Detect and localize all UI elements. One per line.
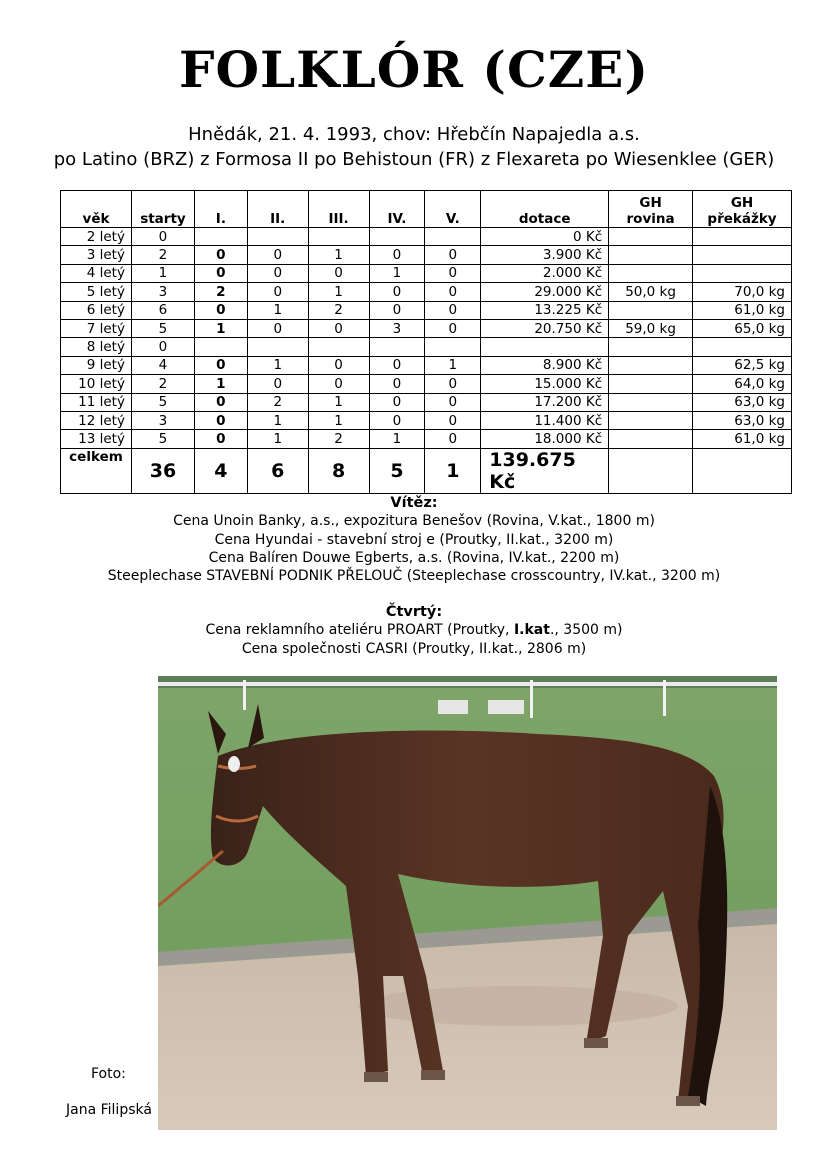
table-cell: 61,0 kg — [693, 430, 792, 448]
total-cell: 139.675 Kč — [481, 448, 609, 493]
table-cell: 1 — [194, 319, 247, 337]
table-cell: 0 — [308, 319, 369, 337]
table-cell: 2 — [131, 375, 194, 393]
table-row — [61, 393, 792, 411]
table-cell — [247, 338, 308, 356]
winner-race-3: Cena Balíren Douwe Egberts, a.s. (Rovina, IV.kat., 2200 m) — [208, 549, 620, 566]
table-cell: 0 — [308, 264, 369, 282]
table-cell: 10 letý — [61, 375, 132, 393]
col-header-gh-jumps: GH překážky — [693, 191, 792, 228]
table-cell: 3 — [131, 283, 194, 301]
fourth-race-2: Cena společnosti CASRI (Proutky, II.kat., 2806 m) — [241, 640, 587, 657]
table-row — [61, 246, 792, 264]
table-cell — [425, 338, 481, 356]
table-cell — [609, 264, 693, 282]
table-cell: 61,0 kg — [693, 301, 792, 319]
total-cell: 8 — [308, 448, 369, 493]
table-cell: 63,0 kg — [693, 411, 792, 429]
table-cell: 63,0 kg — [693, 393, 792, 411]
table-cell: 12 letý — [61, 411, 132, 429]
table-cell — [693, 338, 792, 356]
table-cell: 1 — [308, 246, 369, 264]
table-cell — [194, 228, 247, 246]
table-cell: 5 — [131, 319, 194, 337]
table-cell — [609, 246, 693, 264]
table-cell: 0 — [308, 375, 369, 393]
table-cell: 1 — [131, 264, 194, 282]
fourth-place-section — [0, 603, 828, 658]
table-cell: 11.400 Kč — [481, 411, 609, 429]
table-cell: 0 — [425, 393, 481, 411]
table-cell: 11 letý — [61, 393, 132, 411]
table-cell: 0 — [194, 246, 247, 264]
table-cell: 0 — [425, 301, 481, 319]
col-header-third: III. — [308, 191, 369, 228]
table-cell: 0 — [425, 283, 481, 301]
table-cell: 17.200 Kč — [481, 393, 609, 411]
total-cell: 5 — [369, 448, 425, 493]
table-cell: 0 — [369, 393, 425, 411]
table-cell: 1 — [369, 430, 425, 448]
table-row — [61, 264, 792, 282]
table-cell — [609, 375, 693, 393]
table-cell: 2 — [194, 283, 247, 301]
table-cell: 6 letý — [61, 301, 132, 319]
table-row — [61, 338, 792, 356]
table-cell: 1 — [308, 411, 369, 429]
table-cell: 2 — [308, 301, 369, 319]
table-cell — [609, 430, 693, 448]
winner-race-4: Steeplechase STAVEBNÍ PODNIK PŘELOUČ (Steeplechase crosscountry, IV.kat., 3200 m) — [107, 568, 721, 585]
winner-section — [0, 494, 828, 585]
table-cell — [609, 393, 693, 411]
fourth-heading: Čtvrtý: — [385, 604, 443, 620]
fourth-race-1-pre: Cena reklamního ateliéru PROART (Proutky, — [205, 622, 514, 639]
table-cell: 59,0 kg — [609, 319, 693, 337]
table-cell: 5 — [131, 430, 194, 448]
table-row — [61, 228, 792, 246]
table-cell: 5 letý — [61, 283, 132, 301]
total-row — [61, 448, 792, 493]
table-cell — [425, 228, 481, 246]
table-row — [61, 430, 792, 448]
table-cell: 0 — [425, 319, 481, 337]
horse-details: Hnědák, 21. 4. 1993, chov: Hřebčín Napajedla a.s. — [188, 124, 640, 145]
table-cell: 1 — [247, 356, 308, 374]
table-cell: 50,0 kg — [609, 283, 693, 301]
table-cell: 2.000 Kč — [481, 264, 609, 282]
table-cell — [609, 411, 693, 429]
table-cell: 2 — [308, 430, 369, 448]
table-cell: 0 — [247, 264, 308, 282]
table-cell — [609, 338, 693, 356]
horse-photo — [158, 676, 777, 1130]
fourth-race-1-category: I.kat — [513, 622, 550, 639]
photo-credit-label: Foto: — [91, 1066, 126, 1082]
winner-race-1: Cena Unoin Banky, a.s., expozitura Benešov (Rovina, V.kat., 1800 m) — [173, 513, 655, 530]
table-cell: 0 — [425, 264, 481, 282]
table-row — [61, 356, 792, 374]
table-cell: 4 — [131, 356, 194, 374]
table-cell: 3 — [131, 411, 194, 429]
table-cell: 0 — [131, 338, 194, 356]
table-cell: 13 letý — [61, 430, 132, 448]
table-cell: 0 — [425, 375, 481, 393]
table-cell: 0 — [247, 246, 308, 264]
table-header-row — [61, 191, 792, 228]
table-cell: 18.000 Kč — [481, 430, 609, 448]
table-cell: 1 — [247, 411, 308, 429]
table-cell: 0 — [369, 246, 425, 264]
table-cell — [369, 228, 425, 246]
table-cell — [308, 338, 369, 356]
table-row — [61, 319, 792, 337]
horse-name-title: FOLKLÓR (CZE) — [178, 40, 650, 99]
table-cell: 7 letý — [61, 319, 132, 337]
total-cell — [693, 448, 792, 493]
table-cell: 0 — [194, 393, 247, 411]
fourth-race-1 — [0, 621, 828, 639]
table-cell: 1 — [308, 283, 369, 301]
table-cell: 9 letý — [61, 356, 132, 374]
table-cell: 5 — [131, 393, 194, 411]
table-cell: 4 letý — [61, 264, 132, 282]
table-cell: 0 — [194, 301, 247, 319]
col-header-starts: starty — [131, 191, 194, 228]
table-cell: 0 — [247, 319, 308, 337]
total-label: celkem — [61, 448, 132, 493]
table-cell: 0 — [369, 356, 425, 374]
table-row — [61, 301, 792, 319]
table-cell — [693, 228, 792, 246]
table-cell: 1 — [308, 393, 369, 411]
race-stats-table — [60, 190, 792, 494]
table-cell: 0 — [425, 246, 481, 264]
table-cell — [693, 264, 792, 282]
table-cell: 3 letý — [61, 246, 132, 264]
table-cell: 0 — [247, 375, 308, 393]
table-cell: 0 — [194, 264, 247, 282]
table-cell: 70,0 kg — [693, 283, 792, 301]
table-cell: 8.900 Kč — [481, 356, 609, 374]
table-cell: 29.000 Kč — [481, 283, 609, 301]
col-header-fourth: IV. — [369, 191, 425, 228]
total-cell: 1 — [425, 448, 481, 493]
table-cell: 6 — [131, 301, 194, 319]
col-header-age: věk — [61, 191, 132, 228]
fourth-race-1-post: ., 3500 m) — [549, 622, 623, 639]
total-cell — [609, 448, 693, 493]
table-cell: 15.000 Kč — [481, 375, 609, 393]
table-cell: 13.225 Kč — [481, 301, 609, 319]
table-cell: 1 — [194, 375, 247, 393]
table-cell: 0 — [131, 228, 194, 246]
table-cell: 0 — [425, 430, 481, 448]
table-cell: 0 — [308, 356, 369, 374]
photo-credit-name: Jana Filipská — [66, 1102, 152, 1118]
table-cell — [369, 338, 425, 356]
col-header-gh-flat: GH rovina — [609, 191, 693, 228]
table-cell: 3.900 Kč — [481, 246, 609, 264]
table-cell: 2 — [131, 246, 194, 264]
table-cell: 2 letý — [61, 228, 132, 246]
table-cell: 65,0 kg — [693, 319, 792, 337]
table-cell — [609, 228, 693, 246]
col-header-prize: dotace — [481, 191, 609, 228]
col-header-fifth: V. — [425, 191, 481, 228]
col-header-second: II. — [247, 191, 308, 228]
table-cell: 0 — [369, 411, 425, 429]
table-cell: 62,5 kg — [693, 356, 792, 374]
table-cell: 2 — [247, 393, 308, 411]
table-cell — [308, 228, 369, 246]
col-header-first: I. — [194, 191, 247, 228]
table-cell — [194, 338, 247, 356]
table-cell: 0 — [369, 301, 425, 319]
table-row — [61, 375, 792, 393]
table-cell: 64,0 kg — [693, 375, 792, 393]
table-cell: 1 — [369, 264, 425, 282]
table-cell: 0 — [194, 411, 247, 429]
table-cell: 20.750 Kč — [481, 319, 609, 337]
table-cell: 0 — [194, 356, 247, 374]
table-cell — [247, 228, 308, 246]
pedigree-line: po Latino (BRZ) z Formosa II po Behistoun (FR) z Flexareta po Wiesenklee (GER) — [53, 149, 775, 170]
table-cell: 0 — [369, 283, 425, 301]
total-cell: 6 — [247, 448, 308, 493]
table-cell: 1 — [247, 430, 308, 448]
table-cell: 0 — [194, 430, 247, 448]
table-row — [61, 283, 792, 301]
table-cell — [481, 338, 609, 356]
table-cell: 1 — [425, 356, 481, 374]
table-cell — [693, 246, 792, 264]
total-cell: 36 — [131, 448, 194, 493]
winner-heading: Vítěz: — [390, 495, 438, 511]
winner-race-2: Cena Hyundai - stavební stroj e (Proutky, II.kat., 3200 m) — [214, 531, 614, 548]
table-cell: 3 — [369, 319, 425, 337]
table-cell: 0 — [425, 411, 481, 429]
total-cell: 4 — [194, 448, 247, 493]
table-cell — [609, 301, 693, 319]
table-cell: 8 letý — [61, 338, 132, 356]
table-cell: 0 — [247, 283, 308, 301]
table-cell: 1 — [247, 301, 308, 319]
table-cell: 0 Kč — [481, 228, 609, 246]
table-cell — [609, 356, 693, 374]
table-row — [61, 411, 792, 429]
table-cell: 0 — [369, 375, 425, 393]
